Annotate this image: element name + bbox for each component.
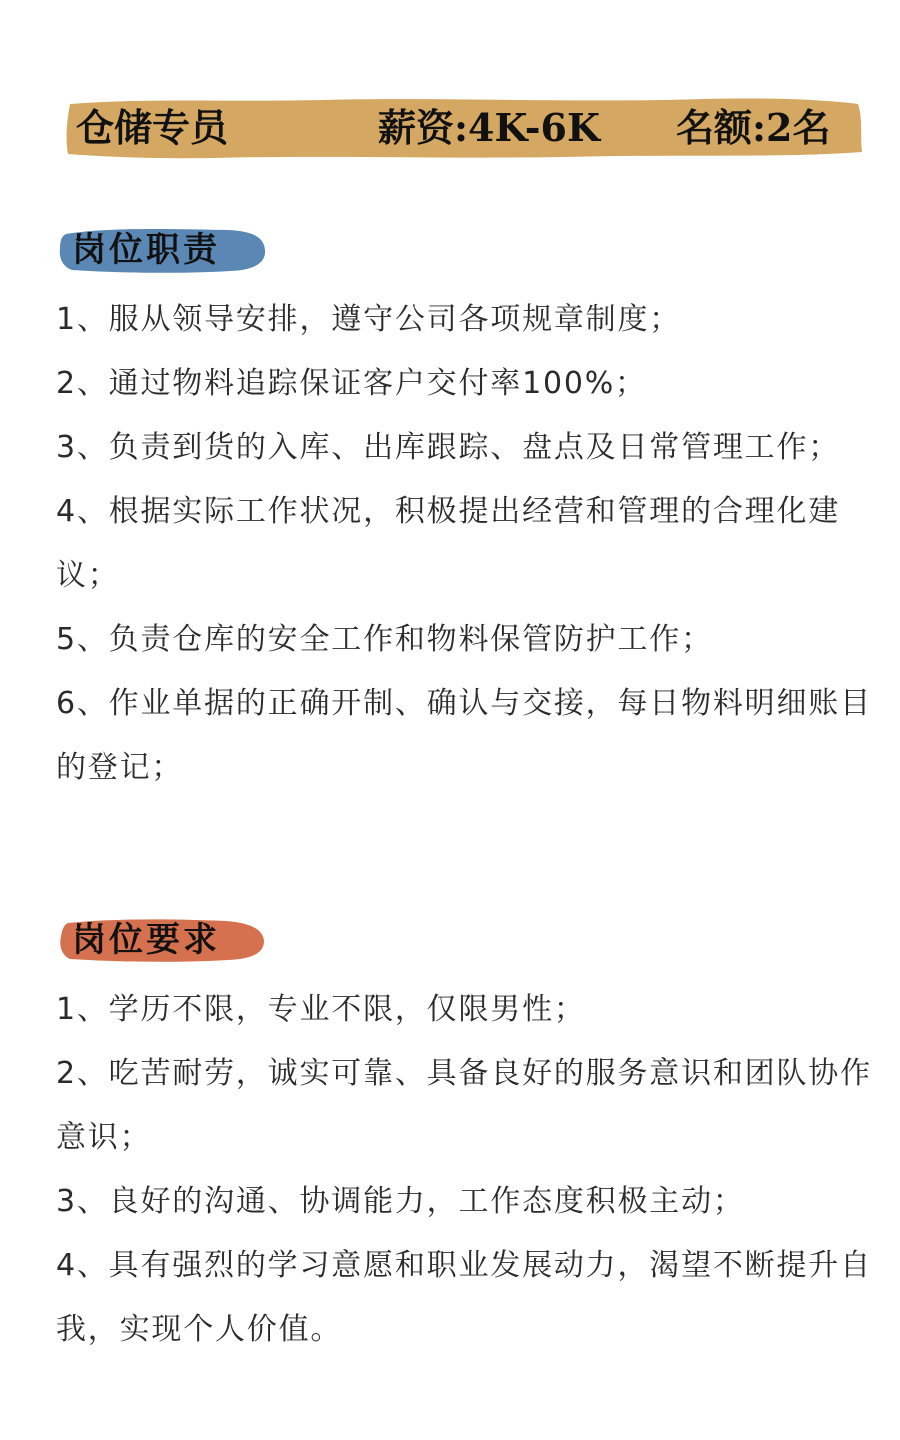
requirement-item: 2、吃苦耐劳，诚实可靠、具备良好的服务意识和团队协作意识；	[56, 1056, 872, 1155]
job-title: 仓储专员	[76, 105, 229, 150]
duty-item: 3、负责到货的入库、出库跟踪、盘点及日常管理工作；	[56, 430, 841, 465]
requirements-list	[56, 978, 876, 1362]
requirement-item: 3、良好的沟通、协调能力，工作态度积极主动；	[56, 1184, 745, 1219]
requirement-item: 1、学历不限，专业不限，仅限男性；	[56, 992, 586, 1027]
duties-heading: 岗位职责	[72, 230, 220, 270]
headcount-quota: 名额:2名	[676, 105, 831, 150]
duties-list	[56, 288, 876, 800]
duty-item: 6、作业单据的正确开制、确认与交接，每日物料明细账目的登记；	[56, 686, 872, 785]
duty-item: 5、负责仓库的安全工作和物料保管防护工作；	[56, 622, 713, 657]
duty-item: 4、根据实际工作状况，积极提出经营和管理的合理化建议；	[56, 494, 841, 593]
duty-item: 1、服从领导安排，遵守公司各项规章制度；	[56, 302, 682, 337]
salary-range: 薪资:4K-6K	[378, 105, 600, 150]
requirements-section-tag	[58, 914, 268, 966]
job-header-banner	[64, 96, 864, 160]
duty-item: 2、通过物料追踪保证客户交付率100%；	[56, 366, 647, 401]
duties-section-tag	[58, 224, 268, 276]
requirements-heading: 岗位要求	[72, 920, 220, 960]
requirement-item: 4、具有强烈的学习意愿和职业发展动力，渴望不断提升自我，实现个人价值。	[56, 1248, 872, 1347]
